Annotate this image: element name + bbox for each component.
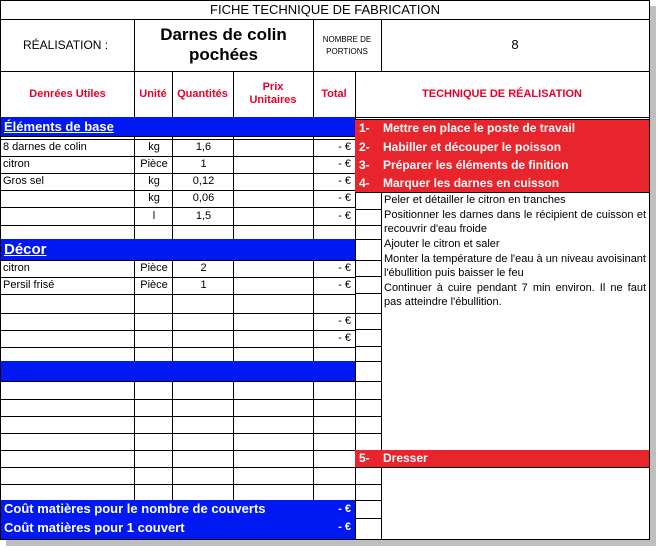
extra-row-0-name [1, 313, 135, 331]
empty-row-9-name [1, 467, 135, 485]
col-prix-line1: Prix [262, 81, 284, 93]
decor-row-1-qty-text: 1 [200, 279, 207, 291]
base-row-3-total-text: - € [338, 192, 351, 204]
empty-row-8-name [1, 450, 135, 468]
base-row-1-unit [134, 156, 173, 174]
decor-row-0-name-text: citron [3, 262, 30, 274]
technique-line-2: Ajouter le citron et saler [384, 238, 500, 250]
base-row-1-unit-text: Pièce [140, 158, 168, 170]
extra-row-1-total [313, 330, 356, 348]
decor-row-0-unit [134, 260, 173, 278]
decor-row-1-price [233, 277, 314, 295]
decor-row-0-unit-text: Pièce [140, 262, 168, 274]
empty-row-4-qty [172, 381, 234, 400]
col-technique-label: TECHNIQUE DE RÉALISATION [422, 88, 582, 100]
step-num-blank-4 [355, 260, 382, 277]
step-top-spacer [355, 117, 650, 120]
base-row-2-qty-text: 0,12 [192, 175, 215, 187]
base-row-2-qty [172, 173, 234, 191]
step-num-blank-16 [355, 467, 382, 485]
step-num-blank-19 [355, 518, 382, 540]
step-1-label: Mettre en place le poste de travail [383, 121, 576, 135]
base-row-1-total [313, 156, 356, 174]
step-1-number [355, 119, 382, 139]
step-num-blank-14 [355, 433, 382, 451]
step-num-blank-8 [355, 329, 382, 347]
section-base [1, 117, 356, 137]
empty-row-8-price [233, 450, 314, 468]
base-row-2-name [1, 173, 135, 191]
empty-row-8-qty [172, 450, 234, 468]
step-num-blank-12 [355, 399, 382, 417]
base-row-4-qty [172, 207, 234, 226]
step-num-blank-17 [355, 484, 382, 501]
step-num-blank-6 [355, 293, 382, 314]
section-decor [1, 239, 356, 261]
empty-row-5-total [313, 399, 356, 417]
empty-row-c-name [1, 347, 135, 362]
base-row-2-total-text: - € [338, 175, 351, 187]
base-row-0-name-text: 8 darnes de colin [3, 141, 87, 153]
decor-row-0-name [1, 260, 135, 278]
base-row-0-price [233, 139, 314, 157]
empty-row-4-unit [134, 381, 173, 400]
step-num-blank-9 [355, 346, 382, 362]
extra-row-1-qty [172, 330, 234, 348]
technique-line-3: Monter la température de l'eau à un niveau avoisinant l'ébullition puis baisser le feu [384, 253, 646, 279]
extra-row-1-price [233, 330, 314, 348]
empty-row-7-price [233, 433, 314, 451]
footer-couverts-value: - € [338, 503, 351, 515]
empty-row-5-name [1, 399, 135, 417]
step-num-blank-13 [355, 416, 382, 434]
empty-row-c-price [233, 347, 314, 362]
empty-row-10-unit [134, 484, 173, 501]
empty-row-6-name [1, 416, 135, 434]
empty-row-a-qty [172, 225, 234, 240]
decor-row-0-total [313, 260, 356, 278]
col-quantites [172, 71, 234, 118]
step-3-num-text: 3- [359, 158, 370, 172]
col-prix [233, 71, 314, 118]
empty-row-7-qty [172, 433, 234, 451]
base-row-3-total [313, 190, 356, 208]
step-5-number [355, 450, 382, 468]
decor-row-1-qty [172, 277, 234, 295]
technique-line-1: Positionner les darnes dans le récipient de cuisson et recouvrir d'eau froide [384, 209, 646, 235]
base-row-4-price [233, 207, 314, 226]
base-row-0-total-text: - € [338, 141, 351, 153]
extra-row-1-name [1, 330, 135, 348]
empty-row-10-name [1, 484, 135, 501]
footer-couverts-label: Coût matières pour le nombre de couverts [4, 501, 266, 516]
portions-value: 8 [511, 37, 519, 52]
base-row-0-qty-text: 1,6 [195, 141, 212, 153]
extra-row-0-price [233, 313, 314, 331]
empty-row-a-unit [134, 225, 173, 240]
section-base-label: Éléments de base [4, 119, 114, 134]
technique-line-0: Peler et détailler le citron en tranches [384, 194, 566, 206]
empty-row-b-unit [134, 294, 173, 314]
base-row-4-total-text: - € [338, 210, 351, 222]
step-3-number [355, 156, 382, 175]
empty-row-8-total [313, 450, 356, 468]
empty-row-b-name [1, 294, 135, 314]
empty-row-9-unit [134, 467, 173, 485]
base-row-3-unit-text: kg [148, 192, 160, 204]
col-technique [355, 71, 650, 118]
base-row-2-unit [134, 173, 173, 191]
empty-row-c-total [313, 347, 356, 362]
empty-row-a-name [1, 225, 135, 240]
extra-row-0-total [313, 313, 356, 331]
decor-row-1-total-text: - € [338, 279, 351, 291]
recipe-name-line2: pochées [189, 45, 258, 64]
col-unite-label: Unité [139, 88, 167, 100]
empty-row-7-unit [134, 433, 173, 451]
decor-row-1-total [313, 277, 356, 295]
base-row-3-price [233, 190, 314, 208]
decor-row-0-total-text: - € [338, 262, 351, 274]
base-row-1-qty-text: 1 [200, 158, 207, 170]
step-5-label-cell [381, 450, 650, 468]
step-3-label-cell [381, 156, 650, 175]
portions-label-cell [313, 19, 382, 72]
empty-row-6-qty [172, 416, 234, 434]
base-row-3-unit [134, 190, 173, 208]
step-5-num-text: 5- [359, 451, 370, 465]
step-num-blank-1 [355, 209, 382, 226]
empty-row-b-price [233, 294, 314, 314]
footer-couverts-label-cell [1, 500, 314, 519]
base-row-4-unit-text: l [152, 210, 156, 222]
extra-row-1-unit [134, 330, 173, 348]
realisation-label: RÉALISATION : [23, 38, 109, 52]
footer-couverts-value-cell [313, 500, 356, 519]
base-row-2-name-text: Gros sel [3, 175, 44, 187]
col-unite [134, 71, 173, 118]
base-row-2-unit-text: kg [148, 175, 160, 187]
technique-line-4: Continuer à cuire pendant 7 min environ. Il ne faut pas atteindre l'ébullition. [384, 282, 646, 308]
empty-row-10-price [233, 484, 314, 501]
step-4-number [355, 174, 382, 193]
col-prix-line2: Unitaires [249, 94, 297, 106]
recipe-name-cell [134, 19, 314, 72]
step-5-label: Dresser [383, 451, 428, 465]
decor-row-1-unit-text: Pièce [140, 279, 168, 291]
base-row-4-unit [134, 207, 173, 226]
step-num-blank-3 [355, 239, 382, 261]
extra-row-0-unit [134, 313, 173, 331]
empty-row-9-price [233, 467, 314, 485]
step-num-blank-5 [355, 276, 382, 294]
footer-un-label: Coût matières pour 1 couvert [4, 520, 185, 535]
empty-row-7-name [1, 433, 135, 451]
empty-row-4-price [233, 381, 314, 400]
base-row-0-total [313, 139, 356, 157]
col-total [313, 71, 356, 118]
step-2-num-text: 2- [359, 140, 370, 154]
empty-row-a-price [233, 225, 314, 240]
recipe-name-line1: Darnes de colin [160, 25, 287, 44]
col-quantites-label: Quantités [177, 88, 228, 100]
extra-row-0-total-text: - € [338, 315, 351, 327]
portions-label-line1: NOMBRE DE [322, 35, 372, 44]
step-num-blank-7 [355, 313, 382, 330]
empty-row-4-name [1, 381, 135, 400]
portions-value-cell [381, 19, 650, 72]
section-decor-label: Décor [4, 241, 47, 258]
decor-row-1-unit [134, 277, 173, 295]
step-4-label-cell [381, 174, 650, 193]
empty-row-5-price [233, 399, 314, 417]
base-row-1-name-text: citron [3, 158, 30, 170]
empty-row-10-total [313, 484, 356, 501]
step-4-num-text: 4- [359, 176, 370, 190]
base-row-0-unit [134, 139, 173, 157]
footer-un-value: - € [338, 521, 351, 533]
base-row-4-name [1, 207, 135, 226]
step-num-blank-11 [355, 381, 382, 400]
base-row-1-name [1, 156, 135, 174]
col-denrees-label: Denrées Utiles [29, 88, 106, 100]
realisation-label-cell [1, 19, 135, 72]
step-1-num-text: 1- [359, 121, 370, 135]
extra-row-1-total-text: - € [338, 332, 351, 344]
decor-row-0-qty [172, 260, 234, 278]
empty-row-b-qty [172, 294, 234, 314]
extra-row-0-qty [172, 313, 234, 331]
step-3-label: Préparer les éléments de finition [383, 158, 569, 172]
empty-row-5-unit [134, 399, 173, 417]
base-row-2-price [233, 173, 314, 191]
decor-row-1-name-text: Persil frisé [3, 279, 55, 291]
col-denrees [1, 71, 135, 118]
base-row-1-price [233, 156, 314, 174]
empty-row-5-qty [172, 399, 234, 417]
decor-row-0-qty-text: 2 [200, 262, 207, 274]
base-row-3-name [1, 190, 135, 208]
blue-bar-empty [1, 361, 356, 382]
base-row-0-qty [172, 139, 234, 157]
technique-text-block [381, 192, 650, 451]
step-2-label: Habiller et découper le poisson [383, 140, 562, 154]
step-1-label-cell [381, 119, 650, 139]
empty-row-a-total [313, 225, 356, 240]
base-row-2-total [313, 173, 356, 191]
sheet-title: FICHE TECHNIQUE DE FABRICATION [1, 1, 649, 20]
empty-row-c-unit [134, 347, 173, 362]
base-row-0-name [1, 139, 135, 157]
empty-row-4-total [313, 381, 356, 400]
dresser-text-block [381, 467, 650, 540]
base-row-0-unit-text: kg [148, 141, 160, 153]
empty-row-7-total [313, 433, 356, 451]
step-2-number [355, 138, 382, 157]
empty-row-c-qty [172, 347, 234, 362]
empty-row-6-price [233, 416, 314, 434]
empty-row-9-total [313, 467, 356, 485]
empty-row-9-qty [172, 467, 234, 485]
base-row-4-total [313, 207, 356, 226]
decor-row-0-price [233, 260, 314, 278]
footer-un-value-cell [313, 518, 356, 540]
footer-un-label-cell [1, 518, 314, 540]
base-row-1-total-text: - € [338, 158, 351, 170]
base-row-3-qty [172, 190, 234, 208]
step-4-label: Marquer les darnes en cuisson [383, 176, 560, 190]
empty-row-10-qty [172, 484, 234, 501]
empty-row-6-total [313, 416, 356, 434]
step-num-blank-0 [355, 192, 382, 210]
step-num-blank-2 [355, 225, 382, 240]
empty-row-8-unit [134, 450, 173, 468]
portions-label-line2: PORTIONS [326, 47, 368, 56]
empty-row-6-unit [134, 416, 173, 434]
empty-row-b-total [313, 294, 356, 314]
step-num-blank-10 [355, 361, 382, 382]
step-num-blank-18 [355, 500, 382, 519]
base-row-4-qty-text: 1,5 [195, 210, 212, 222]
base-row-3-qty-text: 0,06 [192, 192, 215, 204]
step-2-label-cell [381, 138, 650, 157]
col-total-label: Total [321, 88, 347, 100]
decor-row-1-name [1, 277, 135, 295]
base-row-1-qty [172, 156, 234, 174]
